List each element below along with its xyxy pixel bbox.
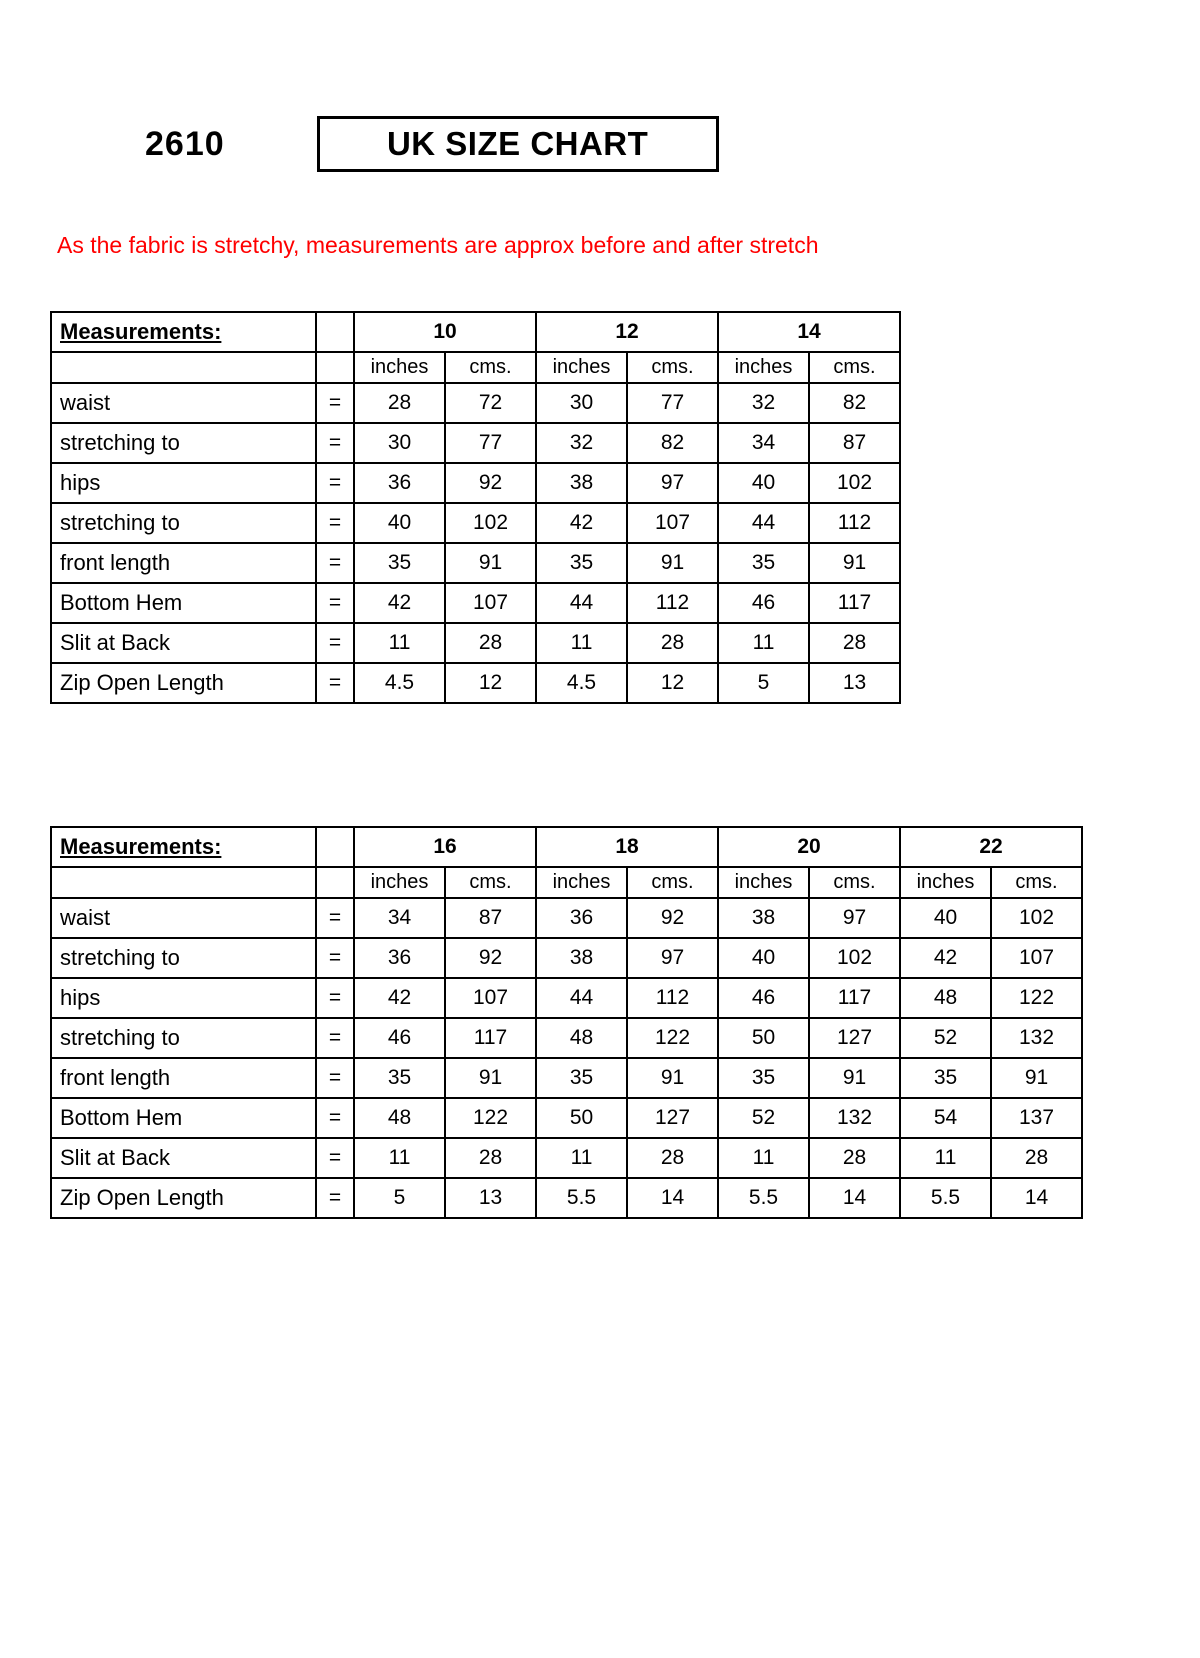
measurement-value: 127 (809, 1018, 900, 1058)
unit-label: inches (718, 352, 809, 383)
measurement-row (51, 1018, 1082, 1058)
measurement-value: 102 (991, 898, 1082, 938)
measurement-value: 87 (445, 898, 536, 938)
measurement-row (51, 663, 900, 703)
measurement-value: 97 (627, 463, 718, 503)
title-box (317, 116, 719, 172)
measurement-value: 52 (718, 1098, 809, 1138)
unit-label: cms. (627, 867, 718, 898)
measurement-value: 40 (718, 463, 809, 503)
measurement-value: 28 (627, 1138, 718, 1178)
equals-sign: = (316, 1098, 354, 1138)
measurement-value: 11 (354, 1138, 445, 1178)
unit-label: cms. (809, 867, 900, 898)
measurement-value: 91 (809, 1058, 900, 1098)
measurement-value: 35 (718, 543, 809, 583)
measurement-label: front length (51, 1058, 316, 1098)
measurement-value: 38 (536, 463, 627, 503)
equals-sign: = (316, 1138, 354, 1178)
measurement-value: 38 (718, 898, 809, 938)
measurement-value: 40 (354, 503, 445, 543)
unit-label: inches (354, 352, 445, 383)
blank-cell (51, 352, 316, 383)
measurement-value: 107 (445, 978, 536, 1018)
measurement-value: 42 (354, 978, 445, 1018)
measurement-value: 91 (627, 1058, 718, 1098)
measurement-label: stretching to (51, 503, 316, 543)
measurement-value: 97 (809, 898, 900, 938)
measurement-label: front length (51, 543, 316, 583)
measurement-value: 35 (354, 1058, 445, 1098)
measurement-value: 28 (445, 1138, 536, 1178)
measurement-value: 72 (445, 383, 536, 423)
measurement-value: 122 (991, 978, 1082, 1018)
measurement-value: 14 (627, 1178, 718, 1218)
measurement-value: 28 (809, 1138, 900, 1178)
measurement-value: 117 (445, 1018, 536, 1058)
measurement-value: 107 (991, 938, 1082, 978)
unit-label: cms. (809, 352, 900, 383)
measurement-value: 46 (718, 978, 809, 1018)
measurement-value: 48 (900, 978, 991, 1018)
measurement-value: 34 (354, 898, 445, 938)
measurement-value: 92 (627, 898, 718, 938)
measurement-value: 50 (718, 1018, 809, 1058)
measurement-value: 112 (627, 978, 718, 1018)
measurement-value: 122 (445, 1098, 536, 1138)
measurement-value: 97 (627, 938, 718, 978)
unit-label: cms. (445, 867, 536, 898)
size-table-10-14 (50, 311, 901, 704)
measurement-value: 14 (809, 1178, 900, 1218)
measurement-value: 35 (718, 1058, 809, 1098)
measurement-row (51, 503, 900, 543)
measurement-value: 112 (627, 583, 718, 623)
equals-sign: = (316, 503, 354, 543)
measurement-label: hips (51, 978, 316, 1018)
measurement-value: 5 (718, 663, 809, 703)
measurement-value: 4.5 (536, 663, 627, 703)
measurement-value: 14 (991, 1178, 1082, 1218)
blank-cell (51, 867, 316, 898)
equals-sign: = (316, 383, 354, 423)
size-label: 16 (354, 827, 536, 867)
measurement-value: 91 (809, 543, 900, 583)
units-header-row (51, 352, 900, 383)
measurement-value: 5.5 (718, 1178, 809, 1218)
measurement-value: 42 (354, 583, 445, 623)
measurement-value: 91 (445, 543, 536, 583)
measurement-value: 44 (536, 978, 627, 1018)
measurement-row (51, 463, 900, 503)
measurement-value: 11 (354, 623, 445, 663)
size-label: 18 (536, 827, 718, 867)
measurement-row (51, 1098, 1082, 1138)
measurement-value: 117 (809, 978, 900, 1018)
measurement-label: Slit at Back (51, 623, 316, 663)
blank-cell (316, 867, 354, 898)
measurement-value: 30 (354, 423, 445, 463)
measurement-value: 127 (627, 1098, 718, 1138)
measurement-value: 40 (900, 898, 991, 938)
measurement-value: 32 (536, 423, 627, 463)
size-label: 12 (536, 312, 718, 352)
equals-sign: = (316, 1058, 354, 1098)
measurement-value: 48 (536, 1018, 627, 1058)
blank-cell (316, 352, 354, 383)
measurement-value: 11 (718, 623, 809, 663)
measurement-value: 44 (718, 503, 809, 543)
measurement-value: 4.5 (354, 663, 445, 703)
measurement-value: 102 (809, 463, 900, 503)
equals-sign: = (316, 898, 354, 938)
size-label: 20 (718, 827, 900, 867)
measurement-row (51, 898, 1082, 938)
measurement-value: 11 (718, 1138, 809, 1178)
measurement-value: 11 (900, 1138, 991, 1178)
measurement-value: 91 (445, 1058, 536, 1098)
measurement-value: 91 (627, 543, 718, 583)
measurements-header: Measurements: (51, 312, 316, 352)
measurement-row (51, 583, 900, 623)
size-table-16-22 (50, 826, 1083, 1219)
equals-column-header (316, 827, 354, 867)
equals-sign: = (316, 543, 354, 583)
measurement-row (51, 1178, 1082, 1218)
unit-label: inches (536, 867, 627, 898)
unit-label: inches (718, 867, 809, 898)
measurement-value: 92 (445, 463, 536, 503)
page-title: UK SIZE CHART (386, 125, 649, 162)
measurement-value: 28 (445, 623, 536, 663)
measurement-value: 50 (536, 1098, 627, 1138)
measurement-value: 137 (991, 1098, 1082, 1138)
measurement-value: 36 (536, 898, 627, 938)
measurement-row (51, 1058, 1082, 1098)
measurement-value: 107 (445, 583, 536, 623)
unit-label: inches (900, 867, 991, 898)
stretch-note: As the fabric is stretchy, measurements are approx before and after stretch (57, 232, 819, 258)
measurement-value: 82 (809, 383, 900, 423)
page-header (0, 0, 1200, 172)
unit-label: inches (354, 867, 445, 898)
measurement-label: stretching to (51, 938, 316, 978)
measurement-value: 28 (627, 623, 718, 663)
measurement-label: Zip Open Length (51, 1178, 316, 1218)
measurement-row (51, 1138, 1082, 1178)
measurement-value: 77 (445, 423, 536, 463)
equals-sign: = (316, 1018, 354, 1058)
size-label: 14 (718, 312, 900, 352)
units-header-row (51, 867, 1082, 898)
measurement-value: 77 (627, 383, 718, 423)
measurements-header: Measurements: (51, 827, 316, 867)
measurement-value: 13 (809, 663, 900, 703)
equals-sign: = (316, 1178, 354, 1218)
equals-sign: = (316, 938, 354, 978)
measurement-value: 28 (809, 623, 900, 663)
measurement-value: 48 (354, 1098, 445, 1138)
measurement-value: 5.5 (900, 1178, 991, 1218)
size-header-row (51, 312, 900, 352)
measurement-value: 35 (900, 1058, 991, 1098)
measurement-row (51, 423, 900, 463)
unit-label: inches (536, 352, 627, 383)
measurement-label: waist (51, 898, 316, 938)
measurement-label: waist (51, 383, 316, 423)
measurement-row (51, 938, 1082, 978)
measurement-label: Bottom Hem (51, 1098, 316, 1138)
measurement-value: 28 (991, 1138, 1082, 1178)
measurement-label: Zip Open Length (51, 663, 316, 703)
equals-sign: = (316, 423, 354, 463)
measurement-row (51, 623, 900, 663)
size-header-row (51, 827, 1082, 867)
measurement-value: 30 (536, 383, 627, 423)
measurement-value: 35 (536, 543, 627, 583)
measurement-value: 132 (991, 1018, 1082, 1058)
equals-column-header (316, 312, 354, 352)
measurement-row (51, 543, 900, 583)
measurement-value: 34 (718, 423, 809, 463)
measurement-value: 42 (900, 938, 991, 978)
measurement-value: 42 (536, 503, 627, 543)
measurement-value: 52 (900, 1018, 991, 1058)
measurement-value: 5 (354, 1178, 445, 1218)
equals-sign: = (316, 663, 354, 703)
measurement-value: 5.5 (536, 1178, 627, 1218)
measurement-value: 132 (809, 1098, 900, 1138)
measurement-value: 28 (354, 383, 445, 423)
measurement-value: 12 (627, 663, 718, 703)
measurement-value: 102 (445, 503, 536, 543)
equals-sign: = (316, 978, 354, 1018)
measurement-value: 11 (536, 1138, 627, 1178)
unit-label: cms. (627, 352, 718, 383)
measurement-value: 87 (809, 423, 900, 463)
measurement-value: 35 (536, 1058, 627, 1098)
measurement-value: 32 (718, 383, 809, 423)
measurement-value: 117 (809, 583, 900, 623)
measurement-value: 13 (445, 1178, 536, 1218)
measurement-label: hips (51, 463, 316, 503)
measurement-label: stretching to (51, 1018, 316, 1058)
equals-sign: = (316, 583, 354, 623)
measurement-value: 91 (991, 1058, 1082, 1098)
measurement-value: 107 (627, 503, 718, 543)
measurement-value: 46 (718, 583, 809, 623)
measurement-value: 12 (445, 663, 536, 703)
measurement-label: Bottom Hem (51, 583, 316, 623)
product-code: 2610 (145, 124, 225, 163)
unit-label: cms. (445, 352, 536, 383)
measurement-value: 112 (809, 503, 900, 543)
measurement-row (51, 978, 1082, 1018)
measurement-value: 54 (900, 1098, 991, 1138)
measurement-value: 11 (536, 623, 627, 663)
measurement-value: 122 (627, 1018, 718, 1058)
measurement-value: 102 (809, 938, 900, 978)
measurement-value: 92 (445, 938, 536, 978)
size-label: 22 (900, 827, 1082, 867)
size-label: 10 (354, 312, 536, 352)
measurement-value: 82 (627, 423, 718, 463)
unit-label: cms. (991, 867, 1082, 898)
measurement-value: 40 (718, 938, 809, 978)
measurement-value: 38 (536, 938, 627, 978)
measurement-value: 44 (536, 583, 627, 623)
measurement-value: 35 (354, 543, 445, 583)
equals-sign: = (316, 463, 354, 503)
measurement-value: 36 (354, 938, 445, 978)
measurement-label: Slit at Back (51, 1138, 316, 1178)
measurement-value: 46 (354, 1018, 445, 1058)
measurement-value: 36 (354, 463, 445, 503)
measurement-row (51, 383, 900, 423)
measurement-label: stretching to (51, 423, 316, 463)
equals-sign: = (316, 623, 354, 663)
